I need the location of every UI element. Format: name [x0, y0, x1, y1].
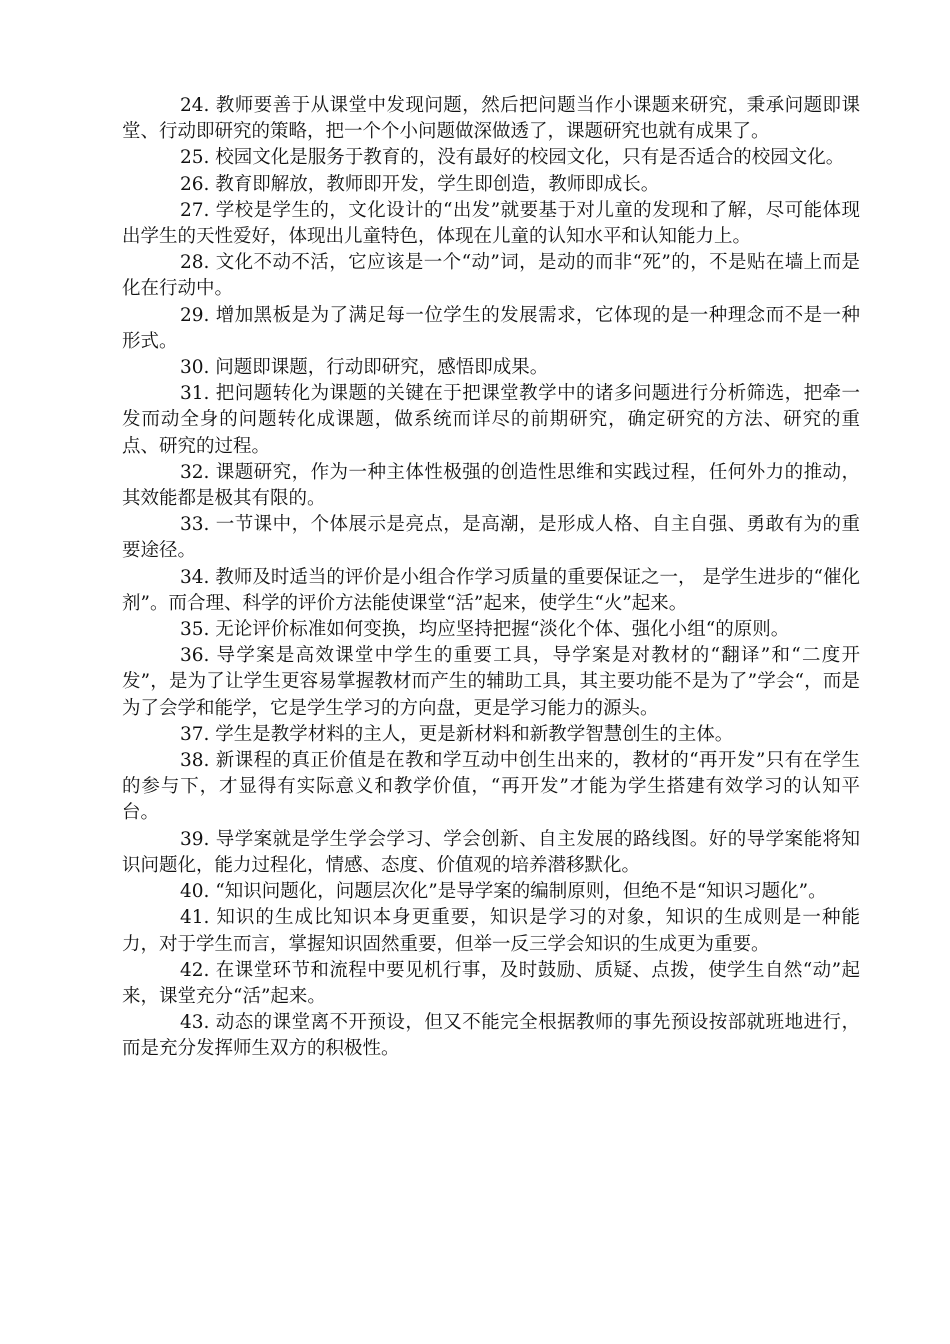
- paragraph-29: 29. 增加黑板是为了满足每一位学生的发展需求，它体现的是一种理念而不是一种形式。: [122, 304, 860, 352]
- paragraph-42: 42. 在课堂环节和流程中要见机行事，及时鼓励、质疑、点拨，使学生自然“动”起来，课堂充分“活”起来。: [122, 959, 860, 1007]
- paragraph-34: 34. 教师及时适当的评价是小组合作学习质量的重要保证之一， 是学生进步的“催化剂”。而合理、科学的评价方法能使课堂“活”起来，使学生“火”起来。: [122, 566, 860, 614]
- paragraph-26: 26. 教育即解放，教师即开发，学生即创造，教师即成长。: [180, 173, 660, 195]
- paragraph-40: 40. “知识问题化，问题层次化”是导学案的编制原则，但绝不是“知识习题化”。: [180, 881, 827, 903]
- paragraph-25: 25. 校园文化是服务于教育的，没有最好的校园文化，只有是否适合的校园文化。: [180, 147, 845, 169]
- paragraph-32: 32. 课题研究，作为一种主体性极强的创造性思维和实践过程，任何外力的推动，其效能都是极其有限的。: [122, 461, 860, 510]
- paragraph-24: 24. 教师要善于从课堂中发现问题，然后把问题当作小课题来研究，秉承问题即课堂、行动即研究的策略，把一个个小问题做深做透了，课题研究也就有成果了。: [122, 95, 860, 143]
- paragraph-36: 36. 导学案是高效课堂中学生的重要工具，导学案是对教材的“翻译”和“二度开发”，是为了让学生更容易掌握教材而产生的辅助工具，其主要功能不是为了”学会“，而是为了会学和能学，它是学生学习的方向盘，更是学习能力的源头。: [122, 645, 860, 719]
- paragraph-41: 41. 知识的生成比知识本身更重要，知识是学习的对象，知识的生成则是一种能力，对于学生而言，掌握知识固然重要，但举一反三学会知识的生成更为重要。: [122, 907, 860, 955]
- paragraph-33: 33. 一节课中，个体展示是亮点，是高潮，是形成人格、自主自强、勇敢有为的重要途径。: [122, 514, 860, 562]
- paragraph-43: 43. 动态的课堂离不开预设，但又不能完全根据教师的事先预设按部就班地进行，而是充分发挥师生双方的积极性。: [122, 1012, 860, 1060]
- paragraph-38: 38. 新课程的真正价值是在教和学互动中创生出来的，教材的“再开发”只有在学生的参与下，才显得有实际意义和教学价值，“再开发”才能为学生搭建有效学习的认知平台。: [122, 750, 860, 824]
- paragraph-35: 35. 无论评价标准如何变换，均应坚持把握“淡化个体、强化小组“的原则。: [180, 619, 790, 641]
- paragraph-31: 31. 把问题转化为课题的关键在于把课堂教学中的诸多问题进行分析筛选，把牵一发而动全身的问题转化成课题，做系统而详尽的前期研究，确定研究的方法、研究的重点、研究的过程。: [122, 383, 860, 457]
- document-body: [122, 93, 860, 1063]
- paragraph-30: 30. 问题即课题，行动即研究，感悟即成果。: [180, 357, 549, 379]
- paragraph-27: 27. 学校是学生的，文化设计的“出发”就要基于对儿童的发现和了解，尽可能体现出学生的天性爱好，体现出儿童特色，体现在儿童的认知水平和认知能力上。: [122, 199, 860, 248]
- paragraph-37: 37. 学生是教学材料的主人，更是新材料和新教学智慧创生的主体。: [180, 723, 734, 745]
- paragraph-39: 39. 导学案就是学生学会学习、学会创新、自主发展的路线图。好的导学案能将知识问题化，能力过程化，情感、态度、价值观的培养潜移默化。: [122, 828, 860, 876]
- paragraph-28: 28. 文化不动不活，它应该是一个“动”词，是动的而非“死”的，不是贴在墙上而是化在行动中。: [122, 252, 860, 300]
